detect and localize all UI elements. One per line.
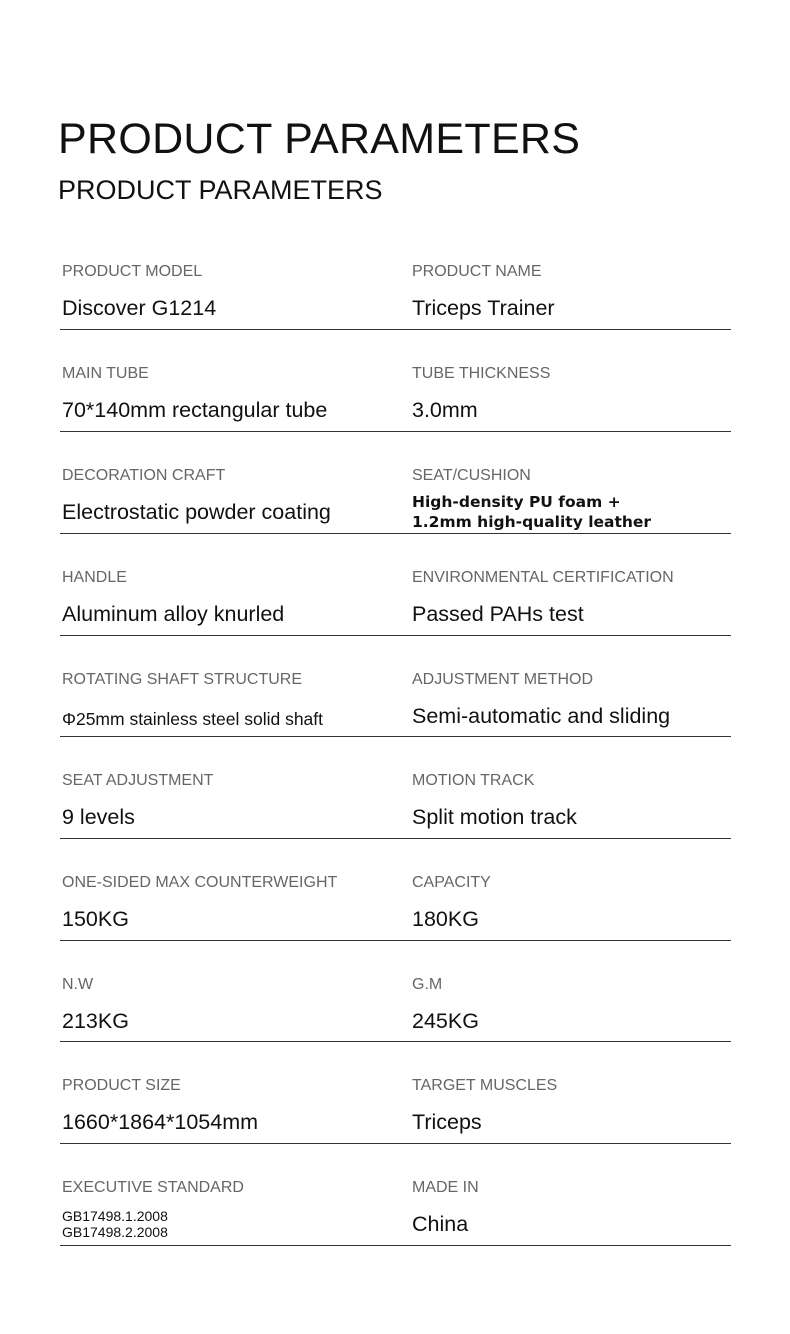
parameter-label: ADJUSTMENT METHOD (412, 670, 594, 688)
parameter-cell (412, 636, 731, 738)
parameter-cell (412, 839, 731, 941)
parameter-value: Discover G1214 (62, 296, 217, 320)
parameter-cell (62, 228, 402, 330)
parameter-cell (62, 737, 402, 839)
parameter-row (60, 737, 731, 839)
parameter-value: 245KG (412, 1008, 479, 1033)
parameter-cell (62, 941, 402, 1043)
parameter-cell (62, 1144, 402, 1246)
parameter-cell (62, 839, 402, 941)
parameter-row (60, 941, 731, 1043)
parameter-label: ENVIRONMENTAL CERTIFICATION (412, 569, 674, 586)
row-divider (60, 1245, 731, 1246)
parameter-label: MOTION TRACK (412, 772, 535, 790)
parameter-cell (412, 737, 731, 839)
parameter-cell (62, 330, 402, 432)
parameter-label: SEAT/CUSHION (412, 467, 531, 484)
parameter-cell (62, 432, 402, 534)
parameter-cell (62, 534, 402, 636)
parameter-value: 70*140mm rectangular tube (62, 398, 328, 422)
parameter-value: 213KG (62, 1008, 129, 1033)
page-title: PRODUCT PARAMETERS (58, 115, 581, 163)
parameter-value: Triceps Trainer (412, 296, 555, 320)
parameter-label: N.W (62, 975, 94, 993)
parameter-value: GB17498.1.2008 GB17498.2.2008 (62, 1208, 168, 1241)
parameter-row (60, 330, 731, 432)
parameter-label: PRODUCT NAME (412, 263, 542, 280)
parameter-cell (412, 941, 731, 1043)
parameter-value: 1660*1864*1054mm (62, 1110, 259, 1135)
parameter-value: China (412, 1212, 469, 1237)
parameter-value: 150KG (62, 907, 129, 932)
parameter-cell (62, 636, 402, 738)
parameter-value: Split motion track (412, 805, 577, 830)
parameter-label: EXECUTIVE STANDARD (62, 1179, 244, 1197)
parameter-row (60, 636, 731, 738)
parameter-cell (412, 1144, 731, 1246)
page-subtitle: PRODUCT PARAMETERS (58, 175, 383, 205)
parameter-value: Passed PAHs test (412, 602, 584, 626)
parameter-value: 9 levels (62, 805, 135, 830)
parameter-row (60, 534, 731, 636)
parameter-label: ONE-SIDED MAX COUNTERWEIGHT (62, 874, 338, 892)
parameter-value: 180KG (412, 907, 479, 932)
parameter-label: G.M (412, 975, 443, 993)
parameter-label: CAPACITY (412, 874, 491, 892)
parameter-row (60, 228, 731, 330)
parameter-row (60, 1144, 731, 1246)
parameter-value: Semi-automatic and sliding (412, 703, 671, 728)
parameter-row (60, 839, 731, 941)
parameter-value: Aluminum alloy knurled (62, 602, 285, 626)
parameter-label: ROTATING SHAFT STRUCTURE (62, 670, 302, 688)
parameter-label: SEAT ADJUSTMENT (62, 772, 214, 790)
parameter-cell (412, 534, 731, 636)
parameter-cell (412, 330, 731, 432)
parameter-label: TARGET MUSCLES (412, 1077, 558, 1095)
parameter-cell (62, 1042, 402, 1144)
parameter-value: Triceps (412, 1110, 482, 1135)
parameter-cell (412, 432, 731, 534)
parameter-label: DECORATION CRAFT (62, 467, 226, 484)
parameter-label: PRODUCT MODEL (62, 263, 203, 280)
parameter-value: Electrostatic powder coating (62, 500, 331, 524)
parameter-label: HANDLE (62, 569, 127, 586)
parameter-row (60, 432, 731, 534)
parameter-value: Φ25mm stainless steel solid shaft (62, 708, 324, 729)
parameter-label: MADE IN (412, 1179, 479, 1197)
parameter-label: MAIN TUBE (62, 365, 149, 382)
parameter-value: High-density PU foam + 1.2mm high-quality leather (412, 493, 652, 531)
parameter-value: 3.0mm (412, 398, 478, 422)
parameter-label: PRODUCT SIZE (62, 1077, 181, 1095)
parameters-table (60, 228, 731, 1246)
parameter-label: TUBE THICKNESS (412, 365, 551, 382)
parameter-cell (412, 228, 731, 330)
parameter-cell (412, 1042, 731, 1144)
parameter-row (60, 1042, 731, 1144)
